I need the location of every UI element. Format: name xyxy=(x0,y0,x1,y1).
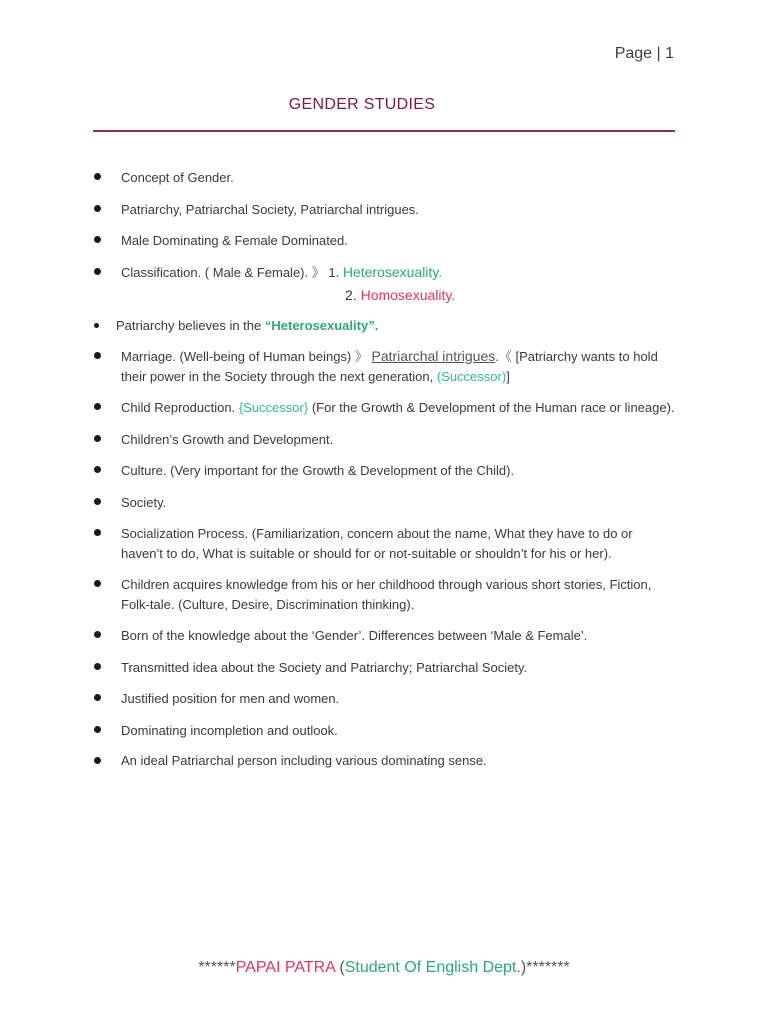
author-dept: Student Of English Dept xyxy=(344,959,517,976)
bullet-icon xyxy=(94,466,101,473)
page-number: Page | 1 xyxy=(614,45,674,62)
bullet-icon xyxy=(94,757,101,764)
bullet-icon xyxy=(94,205,101,212)
bullet-icon xyxy=(94,726,101,733)
list-item: An ideal Patriarchal person including various dominating sense. xyxy=(93,750,675,772)
bullet-icon xyxy=(94,529,101,536)
list-item: Justified position for men and women. xyxy=(93,689,675,709)
list-item: Classification. ( Male & Female). 》 1. Heterosexuality. xyxy=(93,263,675,283)
list-item: Male Dominating & Female Dominated. xyxy=(93,231,675,251)
list-item: Culture. (Very important for the Growth & Development of the Child). xyxy=(93,461,675,481)
bullet-icon xyxy=(94,663,101,670)
document-title: GENDER STUDIES xyxy=(288,96,436,113)
bullet-icon xyxy=(94,694,101,701)
bullet-icon xyxy=(94,268,101,275)
bullet-icon xyxy=(94,352,101,359)
footer-credit: ******PAPAI PATRA (Student Of English Dept.)******* xyxy=(198,959,570,976)
title-divider xyxy=(93,130,675,132)
list-item: Patriarchy, Patriarchal Society, Patriarchal intrigues. xyxy=(93,200,675,220)
bullet-icon xyxy=(94,236,101,243)
list-item: Dominating incompletion and outlook. xyxy=(93,721,675,741)
list-item: Concept of Gender. xyxy=(93,168,675,188)
list-item: Socialization Process. (Familiarization, concern about the name, What they have to do or haven’t to do, What is suitable or should for or not-suitable or shouldn’t for his or her). xyxy=(93,524,675,563)
author-name: PAPAI PATRA xyxy=(235,959,335,976)
list-item: Patriarchy believes in the “Heterosexuality”. xyxy=(93,316,675,336)
bullet-icon xyxy=(94,498,101,505)
bullet-list xyxy=(93,168,675,772)
bullet-icon xyxy=(94,631,101,638)
list-item-sub: 2. Homosexuality. xyxy=(345,287,456,303)
list-item: Child Reproduction. {Successor} (For the Growth & Development of the Human race or lineage). xyxy=(93,398,675,418)
bullet-icon xyxy=(94,173,101,180)
list-item: Transmitted idea about the Society and Patriarchy; Patriarchal Society. xyxy=(93,658,675,678)
bullet-icon xyxy=(94,580,101,587)
list-item: Marriage. (Well-being of Human beings) 》 Patriarchal intrigues.《 [Patriarchy wants to hold their power in the Society through the next generation, (Successor)] xyxy=(93,347,675,386)
bullet-icon xyxy=(94,403,101,410)
list-item: Society. xyxy=(93,493,675,513)
bullet-icon xyxy=(94,435,101,442)
list-item: Children acquires knowledge from his or her childhood through various short stories, Fiction, Folk-tale. (Culture, Desire, Discrimination thinking). xyxy=(93,575,675,614)
bullet-icon xyxy=(94,323,99,328)
list-item: Born of the knowledge about the ‘Gender’. Differences between ‘Male & Female’. xyxy=(93,626,675,646)
list-item: Children’s Growth and Development. xyxy=(93,430,675,450)
